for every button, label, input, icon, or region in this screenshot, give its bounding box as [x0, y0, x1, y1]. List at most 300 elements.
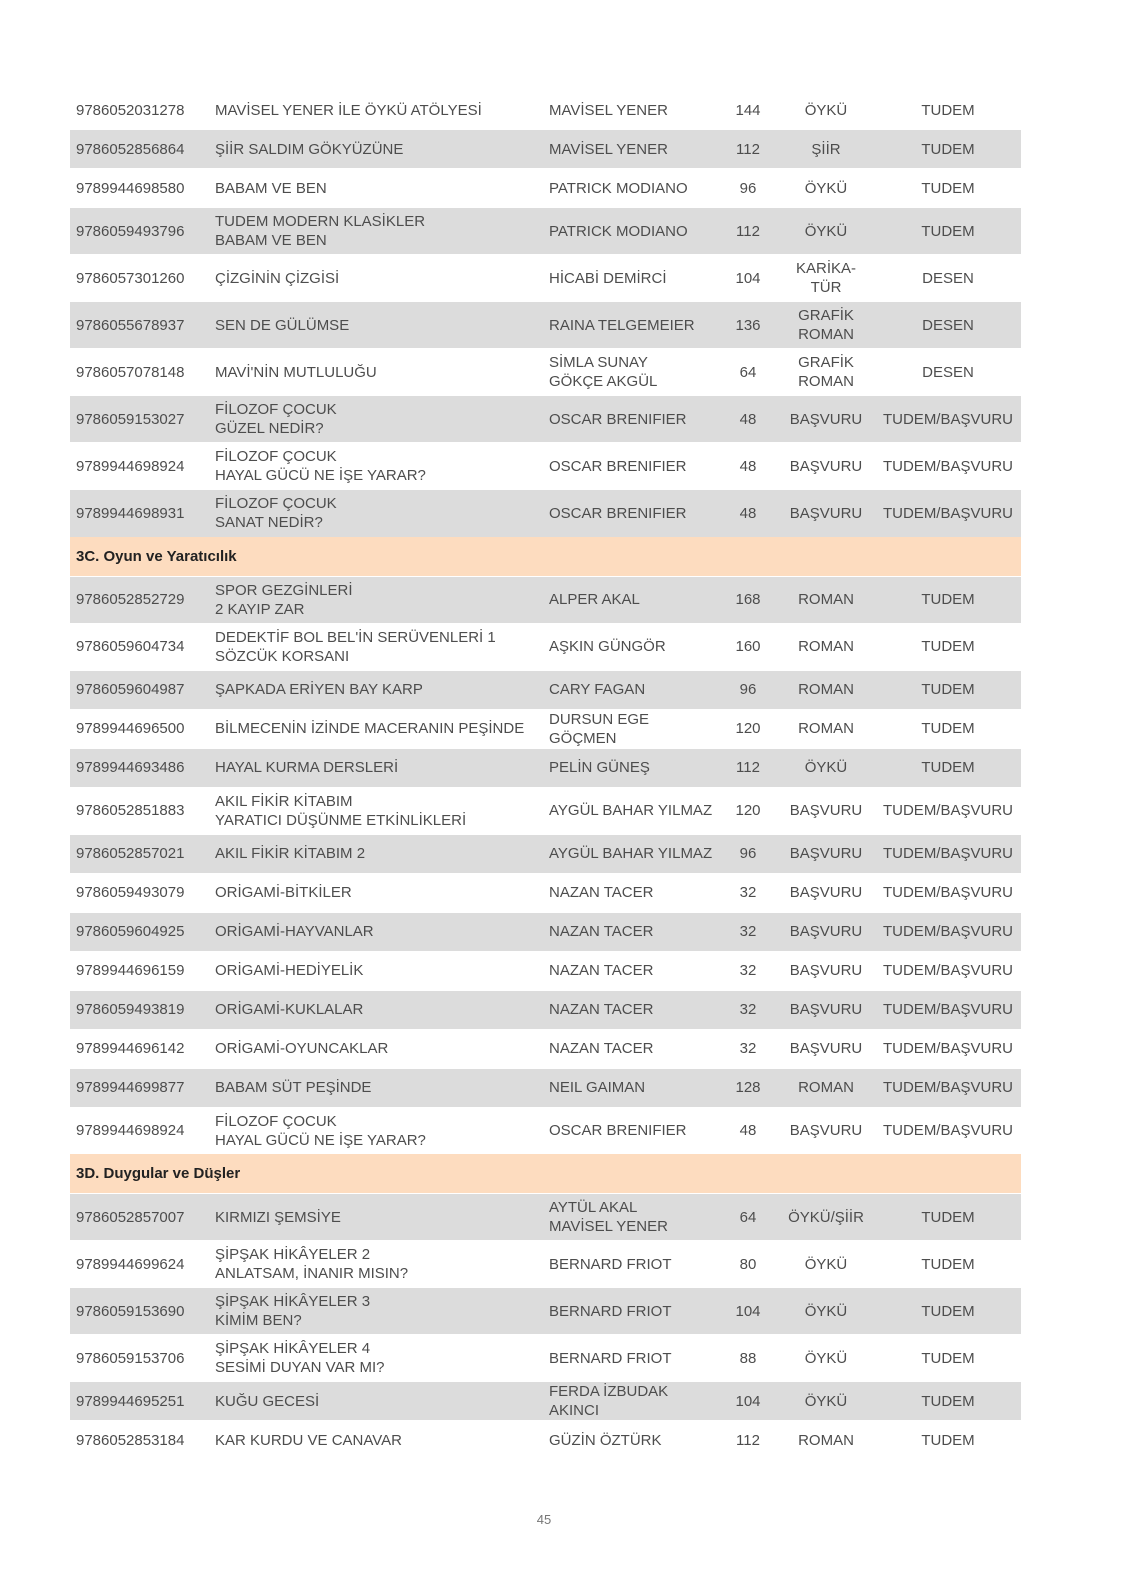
genre-cell — [777, 396, 875, 443]
pages-cell: 48 — [719, 1107, 777, 1154]
publisher-cell: TUDEM/BAŞVURU — [875, 834, 1021, 873]
pages-cell: 144 — [719, 91, 777, 130]
author-cell — [549, 490, 719, 537]
genre-cell-line: GRAFİK — [798, 354, 854, 371]
genre-cell-line: KARİKA- — [795, 260, 856, 277]
publisher-cell: DESEN — [875, 255, 1021, 302]
isbn-cell: 9786052851883 — [70, 787, 215, 834]
table-row — [70, 1421, 1021, 1460]
author-cell — [549, 670, 719, 709]
genre-cell — [777, 787, 875, 834]
section-title: 3C. Oyun ve Yaratıcılık — [70, 537, 1021, 577]
table-row — [70, 208, 1021, 255]
pages-cell: 32 — [719, 990, 777, 1029]
title-cell-line: ORİGAMİ-HEDİYELİK — [215, 962, 364, 979]
genre-cell-line: ROMAN — [798, 1431, 854, 1449]
title-cell-line: ÇİZGİNİN ÇİZGİSİ — [215, 269, 340, 287]
publisher-cell: TUDEM/BAŞVURU — [875, 1068, 1021, 1107]
author-cell-line: GÖKÇE AKGÜL — [549, 373, 658, 390]
author-cell — [549, 1288, 719, 1335]
isbn-cell: 9789944699624 — [70, 1241, 215, 1288]
genre-cell-line: ROMAN — [798, 681, 854, 698]
publisher-cell: TUDEM — [875, 1241, 1021, 1288]
publisher-cell: TUDEM/BAŞVURU — [875, 443, 1021, 490]
author-cell — [549, 208, 719, 255]
author-cell-line: RAINA TELGEMEIER — [549, 316, 695, 334]
publisher-cell: TUDEM — [875, 169, 1021, 208]
pages-cell: 88 — [719, 1335, 777, 1382]
publisher-cell: TUDEM — [875, 748, 1021, 787]
genre-cell — [777, 349, 875, 396]
title-cell — [215, 1288, 549, 1335]
publisher-cell: TUDEM — [875, 709, 1021, 748]
title-cell — [215, 787, 549, 834]
isbn-cell: 9786059153027 — [70, 396, 215, 443]
publisher-cell: TUDEM/BAŞVURU — [875, 787, 1021, 834]
author-cell — [549, 834, 719, 873]
title-cell-line: ORİGAMİ-BİTKİLER — [215, 884, 352, 901]
title-cell — [215, 208, 549, 255]
title-cell-line: DEDEKTİF BOL BEL'İN SERÜVENLERİ 1 — [215, 628, 496, 646]
author-cell-line: GÜZİN ÖZTÜRK — [549, 1431, 662, 1449]
table-row — [70, 834, 1021, 873]
author-cell — [549, 255, 719, 302]
genre-cell-line: BAŞVURU — [789, 923, 863, 940]
table-row — [70, 1068, 1021, 1107]
table-row — [70, 1194, 1021, 1241]
genre-cell-line: ÖYKÜ — [804, 179, 848, 197]
title-cell-line: FİLOZOF ÇOCUK — [215, 401, 337, 418]
publisher-cell: TUDEM/BAŞVURU — [875, 1029, 1021, 1068]
genre-cell — [777, 951, 875, 990]
isbn-cell: 9786059493079 — [70, 873, 215, 912]
isbn-cell: 9789944698924 — [70, 1107, 215, 1154]
genre-cell-line: BAŞVURU — [789, 504, 863, 522]
genre-cell-line: TÜR — [810, 279, 842, 296]
genre-cell-line: ROMAN — [798, 373, 854, 390]
pages-cell: 104 — [719, 1288, 777, 1335]
author-cell-line: NAZAN TACER — [549, 923, 654, 940]
author-cell — [549, 396, 719, 443]
title-cell-line: BABAM VE BEN — [215, 232, 327, 249]
author-cell — [549, 912, 719, 951]
genre-cell-line: ÖYKÜ/ŞİİR — [788, 1208, 864, 1226]
genre-cell-line: ÖYKÜ — [804, 1349, 848, 1367]
genre-cell-line: ÖYKÜ — [804, 101, 848, 119]
title-cell — [215, 912, 549, 951]
author-cell — [549, 990, 719, 1029]
genre-cell — [777, 748, 875, 787]
genre-cell-line: BAŞVURU — [789, 457, 863, 475]
author-cell-line: DURSUN EGE GÖÇMEN — [549, 710, 650, 747]
isbn-cell: 9789944698931 — [70, 490, 215, 537]
genre-cell — [777, 302, 875, 349]
book-table-body — [70, 91, 1021, 1460]
table-row — [70, 349, 1021, 396]
title-cell-line: ŞİPŞAK HİKÂYELER 4 — [215, 1340, 371, 1357]
author-cell-line: HİCABİ DEMİRCİ — [549, 269, 667, 287]
genre-cell-line: ÖYKÜ — [804, 1255, 848, 1273]
section-header — [70, 1154, 1021, 1194]
author-cell — [549, 1382, 719, 1421]
table-row — [70, 443, 1021, 490]
author-cell-line: NAZAN TACER — [549, 884, 654, 901]
pages-cell: 104 — [719, 255, 777, 302]
publisher-cell: TUDEM — [875, 1335, 1021, 1382]
author-cell-line: AYGÜL BAHAR YILMAZ — [549, 802, 713, 819]
table-row — [70, 255, 1021, 302]
title-cell — [215, 990, 549, 1029]
pages-cell: 96 — [719, 670, 777, 709]
title-cell-line: ORİGAMİ-KUKLALAR — [215, 1001, 364, 1018]
isbn-cell: 9786052852729 — [70, 576, 215, 623]
title-cell-line: HAYAL GÜCÜ NE İŞE YARAR? — [215, 467, 426, 484]
title-cell-line: ŞİPŞAK HİKÂYELER 2 — [215, 1246, 371, 1263]
genre-cell-line: ŞİİR — [811, 140, 841, 158]
genre-cell — [777, 834, 875, 873]
table-row — [70, 490, 1021, 537]
genre-cell — [777, 1335, 875, 1382]
author-cell — [549, 576, 719, 623]
author-cell — [549, 787, 719, 834]
author-cell — [549, 748, 719, 787]
author-cell — [549, 709, 719, 748]
author-cell-line: BERNARD FRIOT — [549, 1302, 672, 1320]
title-cell-line: ANLATSAM, İNANIR MISIN? — [215, 1265, 409, 1282]
author-cell — [549, 1241, 719, 1288]
author-cell-line: OSCAR BRENIFIER — [549, 504, 687, 522]
table-row — [70, 748, 1021, 787]
genre-cell-line: ROMAN — [798, 326, 854, 343]
pages-cell: 112 — [719, 130, 777, 169]
title-cell-line: KUĞU GECESİ — [215, 1392, 320, 1410]
isbn-cell: 9786059493819 — [70, 990, 215, 1029]
pages-cell: 136 — [719, 302, 777, 349]
genre-cell-line: ÖYKÜ — [804, 1392, 848, 1410]
pages-cell: 112 — [719, 748, 777, 787]
author-cell — [549, 1194, 719, 1241]
genre-cell-line: ROMAN — [798, 1079, 854, 1096]
publisher-cell: TUDEM — [875, 91, 1021, 130]
table-row — [70, 873, 1021, 912]
genre-cell — [777, 576, 875, 623]
title-cell-line: MAVİSEL YENER İLE ÖYKÜ ATÖLYESİ — [215, 101, 482, 119]
genre-cell — [777, 1241, 875, 1288]
genre-cell-line: ROMAN — [798, 720, 854, 737]
title-cell — [215, 130, 549, 169]
author-cell-line: NAZAN TACER — [549, 1001, 654, 1018]
table-row — [70, 396, 1021, 443]
title-cell-line: GÜZEL NEDİR? — [215, 420, 324, 437]
author-cell — [549, 1068, 719, 1107]
author-cell — [549, 349, 719, 396]
genre-cell — [777, 1194, 875, 1241]
pages-cell: 168 — [719, 576, 777, 623]
title-cell — [215, 1107, 549, 1154]
title-cell — [215, 443, 549, 490]
pages-cell: 32 — [719, 951, 777, 990]
table-row — [70, 1335, 1021, 1382]
author-cell — [549, 91, 719, 130]
genre-cell — [777, 130, 875, 169]
publisher-cell: DESEN — [875, 349, 1021, 396]
author-cell-line: NEIL GAIMAN — [549, 1079, 646, 1096]
title-cell-line: ORİGAMİ-OYUNCAKLAR — [215, 1040, 389, 1057]
isbn-cell: 9789944696159 — [70, 951, 215, 990]
title-cell-line: ŞAPKADA ERİYEN BAY KARP — [215, 681, 423, 698]
isbn-cell: 9786059604734 — [70, 623, 215, 670]
pages-cell: 120 — [719, 787, 777, 834]
publisher-cell: TUDEM — [875, 623, 1021, 670]
author-cell-line: AYGÜL BAHAR YILMAZ — [549, 845, 713, 862]
genre-cell-line: ROMAN — [798, 591, 854, 608]
title-cell — [215, 302, 549, 349]
isbn-cell: 9789944698580 — [70, 169, 215, 208]
table-row — [70, 1107, 1021, 1154]
author-cell — [549, 302, 719, 349]
author-cell-line: MAVİSEL YENER — [549, 140, 668, 158]
pages-cell: 104 — [719, 1382, 777, 1421]
pages-cell: 80 — [719, 1241, 777, 1288]
genre-cell — [777, 873, 875, 912]
publisher-cell: TUDEM — [875, 576, 1021, 623]
genre-cell — [777, 1068, 875, 1107]
genre-cell-line: BAŞVURU — [789, 1122, 863, 1140]
isbn-cell: 9786059153690 — [70, 1288, 215, 1335]
isbn-cell: 9786052857021 — [70, 834, 215, 873]
table-row — [70, 951, 1021, 990]
title-cell — [215, 490, 549, 537]
genre-cell — [777, 1382, 875, 1421]
genre-cell — [777, 709, 875, 748]
isbn-cell: 9786059493796 — [70, 208, 215, 255]
author-cell — [549, 169, 719, 208]
publisher-cell: TUDEM — [875, 208, 1021, 255]
genre-cell-line: BAŞVURU — [789, 884, 863, 901]
genre-cell — [777, 443, 875, 490]
table-row — [70, 670, 1021, 709]
author-cell-line: MAVİSEL YENER — [549, 1218, 668, 1235]
title-cell-line: MAVİ'NİN MUTLULUĞU — [215, 363, 377, 381]
isbn-cell: 9789944699877 — [70, 1068, 215, 1107]
author-cell-line: PELİN GÜNEŞ — [549, 759, 650, 776]
title-cell — [215, 834, 549, 873]
title-cell-line: FİLOZOF ÇOCUK — [215, 495, 337, 513]
author-cell-line: FERDA İZBUDAK AKINCI — [549, 1383, 669, 1419]
genre-cell — [777, 1029, 875, 1068]
genre-cell-line: ÖYKÜ — [804, 222, 848, 240]
author-cell-line: OSCAR BRENIFIER — [549, 1122, 687, 1140]
author-cell-line: NAZAN TACER — [549, 962, 654, 979]
genre-cell-line: BAŞVURU — [789, 410, 863, 428]
publisher-cell: TUDEM/BAŞVURU — [875, 1107, 1021, 1154]
table-row — [70, 990, 1021, 1029]
author-cell — [549, 951, 719, 990]
author-cell — [549, 1421, 719, 1460]
title-cell-line: AKIL FİKİR KİTABIM — [215, 792, 353, 810]
title-cell — [215, 91, 549, 130]
title-cell-line: KAR KURDU VE CANAVAR — [215, 1431, 402, 1449]
publisher-cell: TUDEM — [875, 670, 1021, 709]
author-cell — [549, 130, 719, 169]
isbn-cell: 9786052031278 — [70, 91, 215, 130]
author-cell-line: SİMLA SUNAY — [549, 354, 648, 371]
table-row — [70, 709, 1021, 748]
author-cell-line: AŞKIN GÜNGÖR — [549, 638, 666, 655]
author-cell-line: MAVİSEL YENER — [549, 101, 668, 119]
genre-cell-line: BAŞVURU — [789, 1001, 863, 1018]
genre-cell-line: BAŞVURU — [789, 1040, 863, 1057]
title-cell-line: ORİGAMİ-HAYVANLAR — [215, 923, 374, 940]
pages-cell: 48 — [719, 396, 777, 443]
isbn-cell: 9786059153706 — [70, 1335, 215, 1382]
author-cell — [549, 1107, 719, 1154]
pages-cell: 64 — [719, 1194, 777, 1241]
page-number: 45 — [536, 1512, 552, 1527]
table-row — [70, 91, 1021, 130]
publisher-cell: DESEN — [875, 302, 1021, 349]
title-cell — [215, 873, 549, 912]
genre-cell — [777, 623, 875, 670]
publisher-cell: TUDEM/BAŞVURU — [875, 951, 1021, 990]
genre-cell — [777, 490, 875, 537]
table-row — [70, 130, 1021, 169]
title-cell-line: FİLOZOF ÇOCUK — [215, 1112, 337, 1130]
author-cell-line: BERNARD FRIOT — [549, 1349, 672, 1367]
genre-cell — [777, 208, 875, 255]
genre-cell — [777, 912, 875, 951]
table-row — [70, 787, 1021, 834]
publisher-cell: TUDEM/BAŞVURU — [875, 873, 1021, 912]
table-row — [70, 169, 1021, 208]
title-cell-line: SESİMİ DUYAN VAR MI? — [215, 1359, 385, 1376]
author-cell-line: CARY FAGAN — [549, 681, 646, 698]
title-cell — [215, 1194, 549, 1241]
title-cell — [215, 1241, 549, 1288]
pages-cell: 120 — [719, 709, 777, 748]
genre-cell-line: BAŞVURU — [789, 845, 863, 862]
isbn-cell: 9789944696142 — [70, 1029, 215, 1068]
title-cell-line: KİMİM BEN? — [215, 1312, 302, 1329]
publisher-cell: TUDEM/BAŞVURU — [875, 990, 1021, 1029]
isbn-cell: 9786052857007 — [70, 1194, 215, 1241]
publisher-cell: TUDEM — [875, 1288, 1021, 1335]
publisher-cell: TUDEM — [875, 130, 1021, 169]
author-cell — [549, 1335, 719, 1382]
author-cell-line: OSCAR BRENIFIER — [549, 410, 687, 428]
author-cell — [549, 443, 719, 490]
genre-cell — [777, 91, 875, 130]
pages-cell: 128 — [719, 1068, 777, 1107]
pages-cell: 160 — [719, 623, 777, 670]
table-row — [70, 912, 1021, 951]
title-cell — [215, 623, 549, 670]
title-cell-line: TUDEM MODERN KLASİKLER — [215, 213, 426, 230]
author-cell-line: BERNARD FRIOT — [549, 1255, 672, 1273]
publisher-cell: TUDEM — [875, 1382, 1021, 1421]
author-cell — [549, 1029, 719, 1068]
publisher-cell: TUDEM/BAŞVURU — [875, 912, 1021, 951]
title-cell-line: BİLMECENİN İZİNDE MACERANIN PEŞİNDE — [215, 720, 525, 737]
isbn-cell: 9789944696500 — [70, 709, 215, 748]
title-cell — [215, 670, 549, 709]
isbn-cell: 9786057078148 — [70, 349, 215, 396]
author-cell — [549, 623, 719, 670]
isbn-cell: 9789944693486 — [70, 748, 215, 787]
author-cell — [549, 873, 719, 912]
title-cell-line: BABAM SÜT PEŞİNDE — [215, 1079, 372, 1096]
pages-cell: 112 — [719, 208, 777, 255]
title-cell — [215, 169, 549, 208]
title-cell-line: SPOR GEZGİNLERİ — [215, 581, 353, 599]
author-cell-line: PATRICK MODIANO — [549, 222, 688, 240]
book-table — [70, 90, 1021, 1460]
publisher-cell: TUDEM — [875, 1194, 1021, 1241]
isbn-cell: 9786055678937 — [70, 302, 215, 349]
title-cell — [215, 1382, 549, 1421]
title-cell-line: FİLOZOF ÇOCUK — [215, 448, 337, 465]
pages-cell: 112 — [719, 1421, 777, 1460]
title-cell — [215, 576, 549, 623]
title-cell-line: ŞİPŞAK HİKÂYELER 3 — [215, 1293, 371, 1310]
isbn-cell: 9786052856864 — [70, 130, 215, 169]
title-cell-line: YARATICI DÜŞÜNME ETKİNLİKLERİ — [215, 811, 467, 829]
title-cell-line: 2 KAYIP ZAR — [215, 600, 305, 618]
title-cell — [215, 255, 549, 302]
author-cell-line: AYTÜL AKAL — [549, 1199, 638, 1216]
author-cell-line: ALPER AKAL — [549, 591, 640, 608]
author-cell-line: PATRICK MODIANO — [549, 179, 688, 197]
pages-cell: 32 — [719, 912, 777, 951]
isbn-cell: 9786052853184 — [70, 1421, 215, 1460]
table-row — [70, 1382, 1021, 1421]
genre-cell — [777, 990, 875, 1029]
title-cell-line: HAYAL KURMA DERSLERİ — [215, 759, 399, 776]
pages-cell: 48 — [719, 490, 777, 537]
title-cell — [215, 748, 549, 787]
section-header — [70, 537, 1021, 577]
isbn-cell: 9786059604925 — [70, 912, 215, 951]
genre-cell-line: ÖYKÜ — [804, 1302, 848, 1320]
table-row — [70, 623, 1021, 670]
author-cell-line: OSCAR BRENIFIER — [549, 457, 687, 475]
pages-cell: 96 — [719, 169, 777, 208]
publisher-cell: TUDEM/BAŞVURU — [875, 396, 1021, 443]
genre-cell-line: ROMAN — [798, 638, 854, 655]
pages-cell: 64 — [719, 349, 777, 396]
section-title: 3D. Duygular ve Düşler — [70, 1154, 1021, 1194]
pages-cell: 32 — [719, 873, 777, 912]
title-cell-line: AKIL FİKİR KİTABIM 2 — [215, 845, 366, 862]
title-cell — [215, 709, 549, 748]
table-row — [70, 576, 1021, 623]
title-cell-line: ŞİİR SALDIM GÖKYÜZÜNE — [215, 140, 404, 158]
pages-cell: 32 — [719, 1029, 777, 1068]
title-cell — [215, 1068, 549, 1107]
genre-cell-line: BAŞVURU — [789, 802, 863, 819]
title-cell — [215, 951, 549, 990]
title-cell — [215, 1335, 549, 1382]
title-cell-line: SÖZCÜK KORSANI — [215, 647, 350, 665]
pages-cell: 48 — [719, 443, 777, 490]
genre-cell — [777, 670, 875, 709]
table-row — [70, 1029, 1021, 1068]
publisher-cell: TUDEM/BAŞVURU — [875, 490, 1021, 537]
table-row — [70, 1288, 1021, 1335]
title-cell — [215, 349, 549, 396]
genre-cell-line: BAŞVURU — [789, 962, 863, 979]
genre-cell — [777, 1288, 875, 1335]
